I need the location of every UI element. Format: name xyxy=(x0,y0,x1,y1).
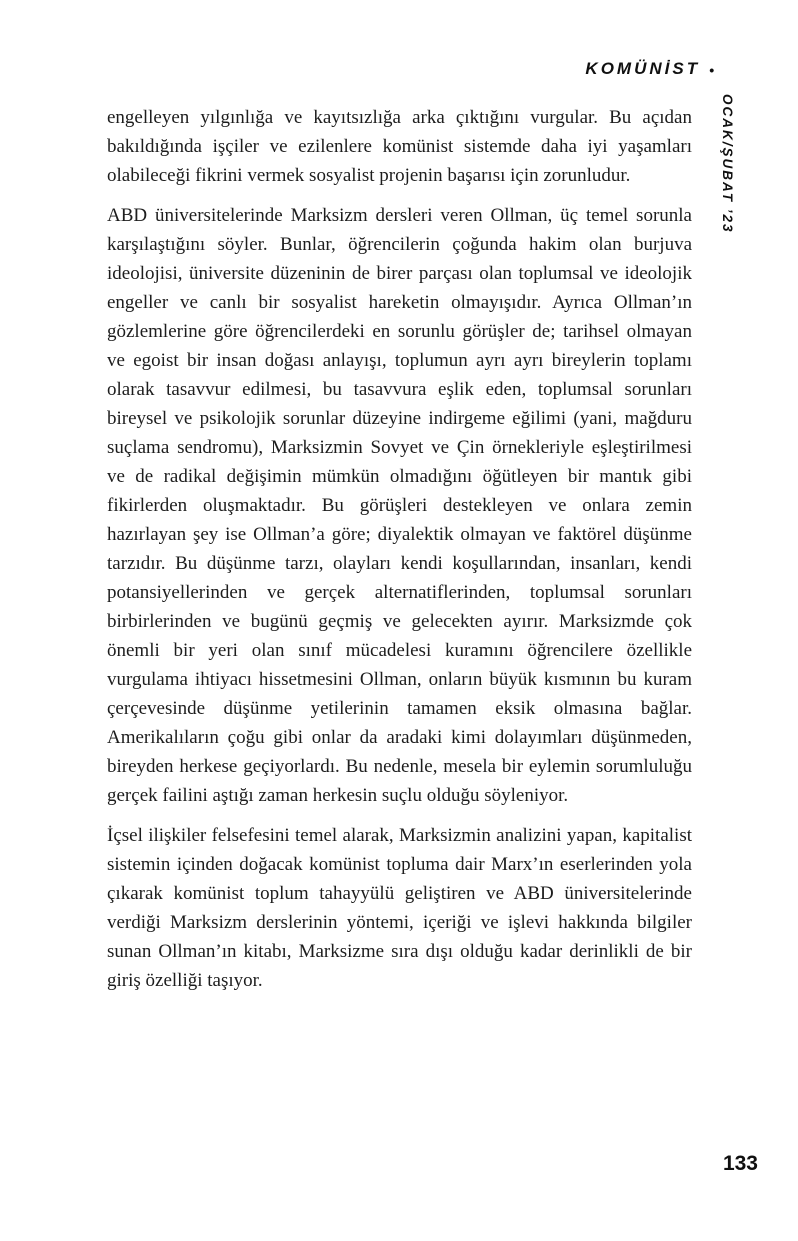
masthead xyxy=(585,59,714,79)
paragraph-1: engelleyen yılgınlığa ve kayıtsızlığa arka çıktığını vurgular. Bu açıdan bakıldığında işçiler ve ezilenlere komünist sistemde daha iyi yaşamları olabileceği fikrini vermek sosyalist projenin başarısı için zorunludur. xyxy=(107,107,692,186)
issue-date-vertical: OCAK/ŞUBAT ’23 xyxy=(720,94,735,234)
paragraph-2: ABD üniversitelerinde Marksizm dersleri veren Ollman, üç temel sorunla karşılaştığını söyler. Bunlar, öğrencilerin çoğunda hakim olan burjuva ideolojisi, üniversite düzeninin de birer parçası olan toplumsal ve ideolojik engeller ve canlı bir sosyalist hareketin olmayışıdır. Ayrıca Ollman’ın gözlemlerine göre öğrencilerdeki en sorunlu görüşler de; tarihsel olmayan ve egoist bir insan doğası anlayışı, toplumun ayrı ayrı bireylerin toplamı olarak tasavvur edilmesi, bu tasavvura eşlik eden, toplumsal sorunları bireysel ve psikolojik sorunlar düzeyine indirgeme eğilimi (yani, mağduru suçlama sendromu), Marksizmin Sovyet ve Çin örnekleriyle eşleştirilmesi ve de radikal değişimin mümkün olmadığını öğütleyen bir mantık gibi fikirlerden oluşmaktadır. Bu görüşleri destekleyen ve onlara zemin hazırlayan şey ise Ollman’a göre; diyalektik olmayan ve faktörel düşünme tarzıdır. Bu düşünme tarzı, olayları kendi koşullarından, insanları, kendi potansiyellerinden ve gerçek alternatiflerinden, toplumsal sorunları birbirlerinden ve bugünü geçmiş ve gelecekten ayırır. Marksizmde çok önemli bir yeri olan sınıf mücadelesi kuramını öğrencilere özellikle vurgulama ihtiyacı hissetmesini Ollman, onların büyük kısmının bu kuram çerçevesinde düşünme yetilerinin tamamen eksik olmasına bağlar. Amerikalıların çoğu gibi onlar da aradaki kimi dolayımları düşünmeden, bireyden herkese geçiyorlardı. Bu nedenle, mesela bir eylemin sorumluluğu gerçek failini aştığı zaman herkesin suçlu olduğu söyleniyor. xyxy=(107,205,692,806)
paragraph-3: İçsel ilişkiler felsefesini temel alarak, Marksizmin analizini yapan, kapitalist sistemin içinden doğacak komünist topluma dair Marx’ın eserlerinden yola çıkarak komünist toplum tahayyülü geliştiren ve ABD üniversitelerinde verdiği Marksizm derslerinin yöntemi, içeriği ve işlevi hakkında bilgiler sunan Ollman’ın kitabı, Marksizme sıra dışı olduğu kadar derinlikli de bir giriş özelliği taşıyor. xyxy=(107,825,692,991)
article-body xyxy=(107,103,692,995)
bullet-icon: • xyxy=(709,62,714,78)
journal-title: KOMÜNİST xyxy=(585,59,701,78)
page-number: 133 xyxy=(722,1152,758,1175)
